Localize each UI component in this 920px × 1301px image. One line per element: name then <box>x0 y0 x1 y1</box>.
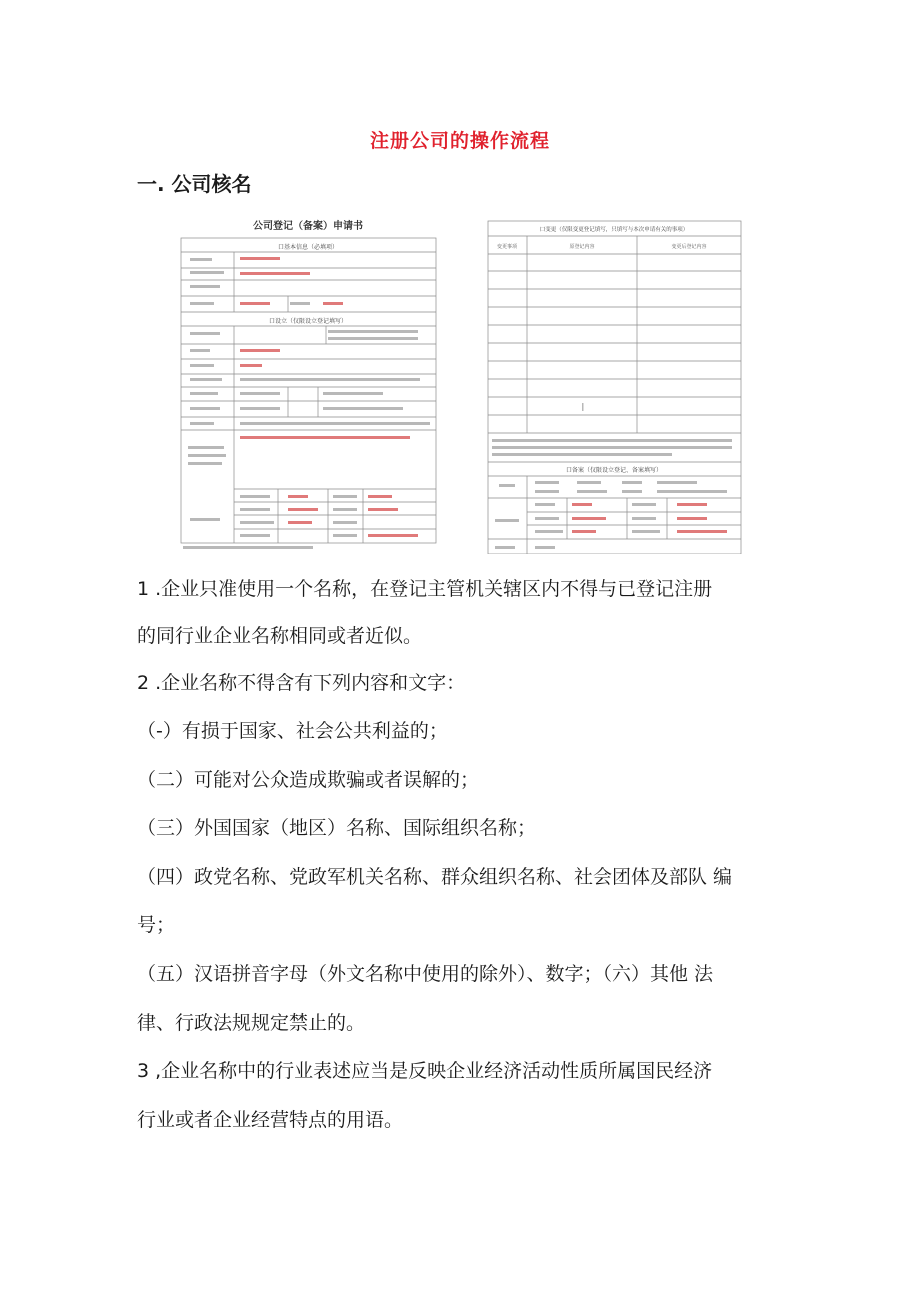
list-item-2: （二）可能对公众造成欺骗或者误解的； <box>137 769 480 791</box>
form-section-filing: 口备案（仅限设立登记、备案填写） <box>565 467 663 474</box>
list-item-5-line-1: （五）汉语拼音字母（外文名称中使用的除外）、数字；（六）其他 法 <box>137 963 714 985</box>
form-section-change: 口变更（仅限变更登记填写，只填写与本次申请有关的事项） <box>539 227 689 233</box>
form-caption: 公司登记（备案）申请书 <box>253 221 363 232</box>
list-item-1: （-）有损于国家、社会公共利益的； <box>137 720 448 742</box>
paragraph-3-line-2: 行业或者企业经营特点的用语。 <box>137 1109 404 1131</box>
section-heading: 一. 公司核名 <box>137 172 252 196</box>
form-section-setup: 口设立（仅限设立登记填写） <box>268 318 348 325</box>
paragraph-1-line-1: 1 .企业只准使用一个名称，在登记主管机关辖区内不得与已登记注册 <box>137 578 713 600</box>
company-registration-form-image <box>178 214 438 552</box>
list-item-3: （三）外国国家（地区）名称、国际组织名称； <box>137 817 537 839</box>
paragraph-2: 2 .企业名称不得含有下列内容和文字： <box>137 672 466 694</box>
form-section-basic: 口基本信息（必填项） <box>277 244 339 251</box>
list-item-4-line-2: 号； <box>137 914 176 936</box>
list-item-4-line-1: （四）政党名称、党政军机关名称、群众组织名称、社会团体及部队 编 <box>137 866 733 888</box>
company-change-form-image <box>487 214 743 554</box>
change-col-new: 变更后登记内容 <box>671 244 707 250</box>
paragraph-3-line-1: 3 ,企业名称中的行业表述应当是反映企业经济活动性质所属国民经济 <box>137 1060 713 1082</box>
page-title: 注册公司的操作流程 <box>369 130 550 152</box>
list-item-5-line-2: 律、行政法规规定禁止的。 <box>137 1012 366 1034</box>
change-col-item: 变更事项 <box>496 244 518 250</box>
change-col-original: 原登记内容 <box>569 244 595 250</box>
paragraph-1-line-2: 的同行业企业名称相同或者近似。 <box>137 625 423 647</box>
